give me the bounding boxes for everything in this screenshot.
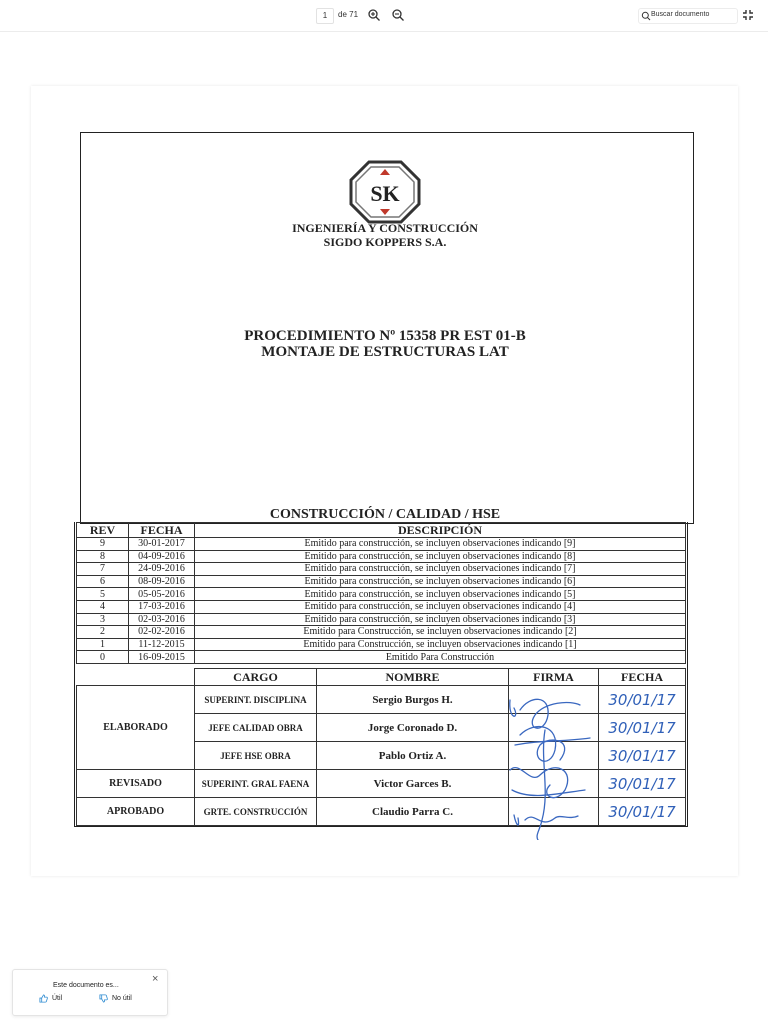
zoom-out-icon[interactable]: [391, 8, 405, 22]
company-logo: [349, 160, 421, 224]
procedure-heading: [200, 328, 570, 360]
cargo-cell: GRTE. CONSTRUCCIÓN: [195, 798, 317, 826]
desc-cell: Emitido Para Construcción: [195, 651, 686, 664]
signed-date: 30/01/17: [599, 714, 686, 742]
not-useful-label: No útil: [112, 995, 132, 1002]
table-row: [77, 575, 686, 588]
page-total: de 71: [338, 10, 359, 19]
rev-cell: 9: [77, 538, 129, 551]
revisions-header-row: [77, 523, 686, 538]
table-row: [77, 550, 686, 563]
cargo-cell: SUPERINT. GRAL FAENA: [195, 770, 317, 798]
rev-cell: 2: [77, 626, 129, 639]
rev-cell: 6: [77, 575, 129, 588]
blank-header: [77, 669, 195, 686]
company-line-2: SIGDO KOPPERS S.A.: [323, 235, 447, 249]
useful-label: Útil: [52, 995, 63, 1002]
thumbs-down-icon: [99, 994, 108, 1003]
rev-cell: 1: [77, 638, 129, 651]
fecha-cell: 05-05-2016: [129, 588, 195, 601]
elaborado-label: ELABORADO: [77, 686, 195, 770]
fecha-cell: 17-03-2016: [129, 600, 195, 613]
nombre-cell: Pablo Ortiz A.: [317, 742, 509, 770]
rev-cell: 5: [77, 588, 129, 601]
table-row: [77, 600, 686, 613]
search-icon: [641, 11, 651, 21]
signed-date: 30/01/17: [599, 686, 686, 714]
viewer-toolbar: [0, 0, 768, 32]
fecha-cell: 11-12-2015: [129, 638, 195, 651]
descripcion-header: DESCRIPCIÓN: [195, 523, 686, 538]
nombre-cell: Claudio Parra C.: [317, 798, 509, 826]
nombre-cell: Victor Garces B.: [317, 770, 509, 798]
table-row: [77, 626, 686, 639]
desc-cell: Emitido para construcción, se incluyen observaciones indicando [7]: [195, 563, 686, 576]
not-useful-button[interactable]: [99, 994, 132, 1003]
signed-date: 30/01/17: [599, 742, 686, 770]
desc-cell: Emitido para construcción, se incluyen observaciones indicando [4]: [195, 600, 686, 613]
aprobado-label: APROBADO: [77, 798, 195, 826]
search-placeholder: Buscar documento: [651, 11, 710, 18]
fecha-header: FECHA: [129, 523, 195, 538]
cargo-cell: JEFE CALIDAD OBRA: [195, 714, 317, 742]
desc-cell: Emitido para construcción, se incluyen observaciones indicando [8]: [195, 550, 686, 563]
table-row: [77, 588, 686, 601]
page-number-input[interactable]: 1: [316, 8, 334, 24]
desc-cell: Emitido para construcción, se incluyen observaciones indicando [5]: [195, 588, 686, 601]
rev-cell: 3: [77, 613, 129, 626]
company-line-1: INGENIERÍA Y CONSTRUCCIÓN: [292, 221, 478, 235]
fecha-cell: 02-02-2016: [129, 626, 195, 639]
desc-cell: Emitido para construcción, se incluyen observaciones indicando [6]: [195, 575, 686, 588]
zoom-in-icon[interactable]: [367, 8, 381, 22]
nombre-cell: Sergio Burgos H.: [317, 686, 509, 714]
desc-cell: Emitido para construcción, se incluyen observaciones indicando [3]: [195, 613, 686, 626]
desc-cell: Emitido para construcción, se incluyen observaciones indicando [9]: [195, 538, 686, 551]
signed-date: 30/01/17: [599, 770, 686, 798]
area-title: CONSTRUCCIÓN / CALIDAD / HSE: [269, 507, 501, 522]
rev-header: REV: [77, 523, 129, 538]
fullscreen-icon[interactable]: [742, 8, 756, 22]
signatures-header-row: [77, 669, 686, 686]
desc-cell: Emitido para Construcción, se incluyen observaciones indicando [2]: [195, 626, 686, 639]
rev-cell: 7: [77, 563, 129, 576]
nombre-header: NOMBRE: [317, 669, 509, 686]
fecha-cell: 04-09-2016: [129, 550, 195, 563]
fecha-cell: 08-09-2016: [129, 575, 195, 588]
table-row: [77, 538, 686, 551]
feedback-title: Este documento es...: [53, 982, 119, 989]
signed-date: 30/01/17: [599, 798, 686, 826]
close-icon[interactable]: ×: [152, 973, 159, 985]
cargo-header: CARGO: [195, 669, 317, 686]
company-name: [230, 221, 540, 249]
desc-cell: Emitido para Construcción, se incluyen observaciones indicando [1]: [195, 638, 686, 651]
fecha-cell: 30-01-2017: [129, 538, 195, 551]
fecha-cell: 24-09-2016: [129, 563, 195, 576]
useful-button[interactable]: [39, 994, 62, 1003]
revisado-label: REVISADO: [77, 770, 195, 798]
procedure-title: PROCEDIMIENTO Nº 15358 PR EST 01-B: [244, 328, 526, 344]
table-row: [77, 638, 686, 651]
fecha-cell: 16-09-2015: [129, 651, 195, 664]
table-row: [77, 563, 686, 576]
revisions-table: [76, 522, 686, 664]
fecha-header: FECHA: [599, 669, 686, 686]
cargo-cell: JEFE HSE OBRA: [195, 742, 317, 770]
logo-text: SK: [370, 181, 400, 206]
thumbs-up-icon: [39, 994, 48, 1003]
cargo-cell: SUPERINT. DISCIPLINA: [195, 686, 317, 714]
procedure-subtitle: MONTAJE DE ESTRUCTURAS LAT: [261, 344, 509, 360]
search-input[interactable]: [638, 8, 738, 24]
firma-header: FIRMA: [509, 669, 599, 686]
table-row: [77, 651, 686, 664]
signature-scribble: [500, 690, 610, 840]
feedback-widget: [12, 969, 168, 1016]
rev-cell: 8: [77, 550, 129, 563]
rev-cell: 0: [77, 651, 129, 664]
nombre-cell: Jorge Coronado D.: [317, 714, 509, 742]
table-row: [77, 613, 686, 626]
rev-cell: 4: [77, 600, 129, 613]
fecha-cell: 02-03-2016: [129, 613, 195, 626]
